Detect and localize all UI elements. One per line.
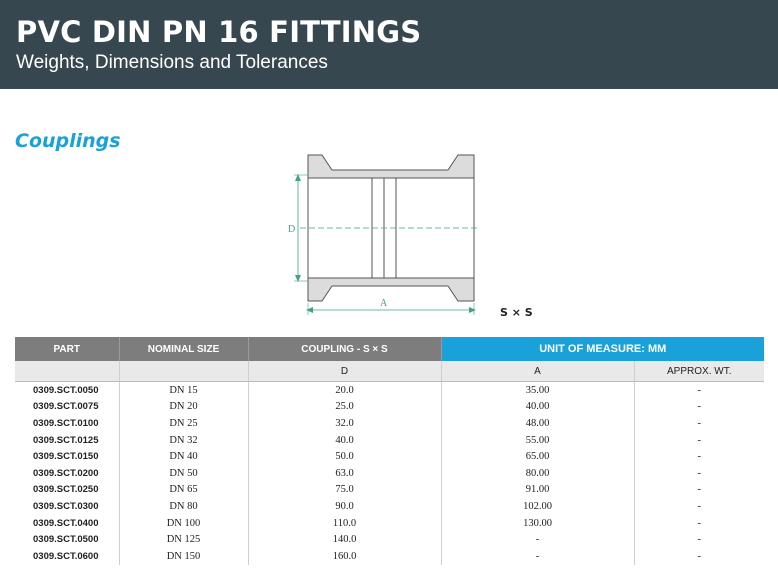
d-cell: 50.0 (248, 448, 441, 465)
page-subtitle: Weights, Dimensions and Tolerances (16, 52, 328, 73)
table-row (15, 498, 764, 515)
header-part: PART (15, 337, 119, 361)
a-cell: 130.00 (441, 515, 634, 532)
weight-cell: - (634, 399, 764, 416)
nominal-size-cell: DN 50 (119, 465, 248, 482)
nominal-size-cell: DN 25 (119, 415, 248, 432)
part-cell: 0309.SCT.0500 (15, 531, 119, 548)
a-cell: 40.00 (441, 399, 634, 416)
subheader-a: A (441, 361, 634, 382)
d-cell: 75.0 (248, 482, 441, 499)
part-cell: 0309.SCT.0600 (15, 548, 119, 565)
weight-cell: - (697, 484, 701, 496)
table-row (15, 382, 764, 399)
d-cell: 90.0 (248, 498, 441, 515)
part-cell: 0309.SCT.0125 (15, 432, 119, 449)
nominal-size-cell: DN 150 (119, 548, 248, 565)
nominal-size-cell: DN 32 (119, 432, 248, 449)
nominal-size-cell: DN 15 (119, 382, 248, 399)
d-cell: 32.0 (248, 415, 441, 432)
part-cell: 0309.SCT.0300 (15, 498, 119, 515)
a-cell: - (441, 531, 634, 548)
subheader-d: D (248, 361, 441, 382)
a-cell: 102.00 (441, 498, 634, 515)
coupling-bottom-wall (308, 278, 474, 301)
nominal-size-cell: DN 65 (119, 482, 248, 499)
part-cell: 0309.SCT.0075 (15, 399, 119, 416)
header-nominal-size: NOMINAL SIZE (119, 337, 248, 361)
connection-type-label: S × S (500, 306, 533, 319)
nominal-size-cell: DN 80 (119, 498, 248, 515)
dimensions-table (15, 337, 764, 565)
section-title: Couplings (15, 130, 121, 152)
page-title: PVC DIN PN 16 FITTINGS (16, 15, 422, 49)
a-cell: 80.00 (441, 465, 634, 482)
weight-cell: - (697, 517, 701, 529)
header-coupling: COUPLING - S × S (248, 337, 441, 361)
nominal-size-cell: DN 125 (119, 531, 248, 548)
d-cell: 20.0 (248, 382, 441, 399)
weight-cell: - (697, 417, 701, 429)
a-cell: 55.00 (441, 432, 634, 449)
a-cell: 91.00 (441, 482, 634, 499)
table-header-row (15, 337, 764, 361)
d-cell: 140.0 (248, 531, 441, 548)
weight-cell: - (634, 432, 764, 449)
weight-cell: - (634, 498, 764, 515)
weight-cell: - (634, 465, 764, 482)
table-row (15, 482, 764, 499)
d-cell: 160.0 (248, 548, 441, 565)
table-row (15, 415, 764, 432)
nominal-size-cell: DN 100 (119, 515, 248, 532)
part-cell: 0309.SCT.0100 (15, 415, 119, 432)
table-row (15, 531, 764, 548)
table-row (15, 399, 764, 416)
coupling-top-wall (308, 155, 474, 178)
table-row (15, 548, 764, 565)
dimension-a-label: A (380, 298, 388, 309)
nominal-size-cell: DN 20 (119, 399, 248, 416)
a-cell: 35.00 (441, 382, 634, 399)
table-row (15, 448, 764, 465)
table-row (15, 515, 764, 532)
d-cell: 40.0 (248, 432, 441, 449)
d-cell: 25.0 (248, 399, 441, 416)
header-unit-of-measure: UNIT OF MEASURE: MM (441, 337, 764, 361)
a-cell: 48.00 (441, 415, 634, 432)
part-cell: 0309.SCT.0200 (15, 465, 119, 482)
part-cell: 0309.SCT.0150 (15, 448, 119, 465)
table-row (15, 432, 764, 449)
d-cell: 63.0 (248, 465, 441, 482)
a-cell: - (441, 548, 634, 565)
table-row (15, 465, 764, 482)
part-cell: 0309.SCT.0400 (15, 515, 119, 532)
d-cell: 110.0 (248, 515, 441, 532)
subheader-weight: APPROX. WT. (634, 361, 764, 382)
part-cell: 0309.SCT.0250 (15, 482, 119, 499)
a-cell: 65.00 (441, 448, 634, 465)
part-cell: 0309.SCT.0050 (15, 382, 119, 399)
weight-cell: - (634, 531, 764, 548)
dimension-d-label: D (288, 224, 296, 235)
coupling-diagram (280, 150, 490, 320)
table-subheader-row (15, 361, 764, 382)
weight-cell: - (697, 384, 701, 396)
weight-cell: - (697, 451, 701, 463)
nominal-size-cell: DN 40 (119, 448, 248, 465)
page-header (0, 0, 778, 89)
weight-cell: - (697, 550, 701, 562)
